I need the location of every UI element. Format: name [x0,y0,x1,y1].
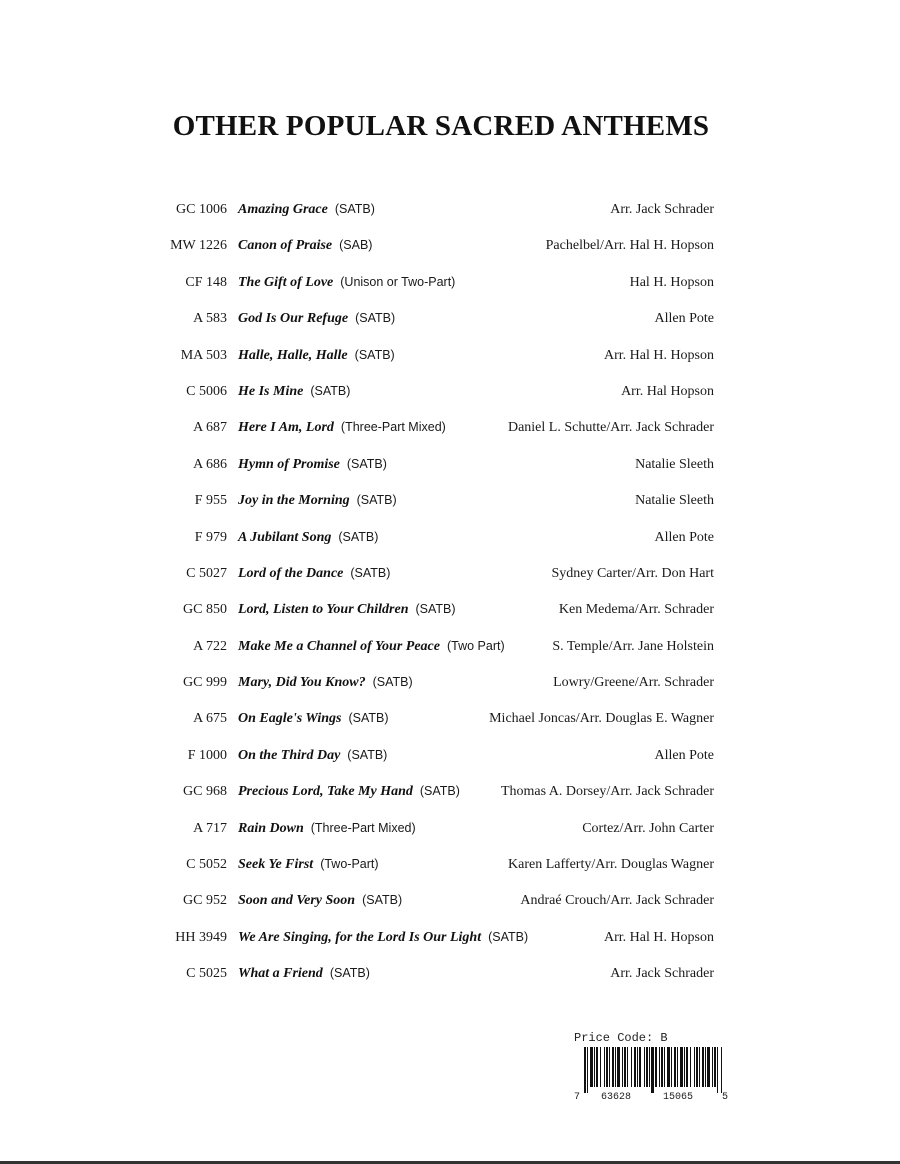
barcode-bar [600,1047,601,1087]
voicing: (SATB) [354,347,395,362]
composer-arranger: S. Temple/Arr. Jane Holstein [552,638,714,654]
anthem-title: A Jubilant Song [238,529,332,545]
anthem-title: On Eagle's Wings [238,711,342,727]
anthem-row [0,596,900,632]
composer-arranger: Sydney Carter/Arr. Don Hart [551,565,714,581]
catalog-code: GC 1006 [176,202,227,217]
anthem-title: Make Me a Channel of Your Peace [238,638,440,654]
anthem-title: The Gift of Love [238,274,334,290]
barcode-bar [634,1047,636,1087]
anthem-title: Soon and Very Soon [238,893,356,909]
anthem-row [0,378,900,414]
title-and-voicing [238,530,378,546]
barcode-bar [696,1047,698,1087]
catalog-code: C 5027 [186,565,227,581]
barcode-bar [596,1047,598,1087]
catalog-code: HH 3949 [175,929,227,945]
catalog-code: A 722 [193,638,227,654]
barcode-bar [694,1047,695,1087]
voicing: (SATB) [372,675,413,690]
voicing: (SATB) [347,747,388,762]
anthem-row [0,924,900,960]
anthem-row [0,560,900,596]
barcode-bar [714,1047,716,1087]
barcode-bar [649,1047,650,1087]
title-and-voicing [238,821,416,837]
barcode-check-digit: 5 [722,1092,729,1103]
barcode-bar [617,1047,620,1087]
title-and-voicing [238,457,387,473]
voicing: (SAB) [339,238,373,253]
catalog-code: A 583 [193,311,227,327]
barcode [572,1045,732,1103]
voicing: (Three-Part Mixed) [310,820,416,835]
barcode-bar [674,1047,676,1087]
catalog-code: C 5006 [186,383,227,399]
composer-arranger: Arr. Jack Schrader [610,966,714,982]
anthem-row [0,414,900,450]
catalog-code: A 675 [193,711,227,727]
catalog-code: A 717 [193,820,227,836]
anthem-title: Rain Down [238,820,304,836]
voicing: (SATB) [329,966,370,981]
barcode-bar [667,1047,670,1087]
voicing: (SATB) [348,711,389,726]
anthem-row [0,232,900,268]
title-and-voicing [238,311,395,327]
composer-arranger: Natalie Sleeth [635,456,714,472]
barcode-bar [639,1047,641,1087]
title-and-voicing [238,930,528,946]
voicing: (Three-Part Mixed) [340,420,446,435]
catalog-code: MW 1226 [170,238,227,254]
anthem-title: He Is Mine [238,383,304,399]
barcode-left-digits: 63628 [600,1092,632,1103]
title-and-voicing [238,675,413,691]
catalog-code: GC 999 [183,675,227,691]
title-and-voicing [238,238,372,254]
anthem-row [0,851,900,887]
composer-arranger: Pachelbel/Arr. Hal H. Hopson [545,238,714,254]
barcode-first-digit: 7 [574,1092,581,1103]
title-and-voicing [238,202,375,218]
title-and-voicing [238,493,397,509]
voicing: (Two-Part) [320,857,379,872]
barcode-right-digits: 15065 [662,1092,694,1103]
barcode-bar [644,1047,645,1087]
title-and-voicing [238,566,390,582]
anthem-row [0,887,900,923]
anthem-title: Halle, Halle, Halle [238,347,348,363]
catalog-code: A 686 [193,456,227,472]
title-and-voicing [238,384,350,400]
barcode-bar [604,1047,605,1087]
anthem-title: Here I Am, Lord [238,420,334,436]
barcode-bar [686,1047,688,1087]
composer-arranger: Allen Pote [654,747,714,763]
title-and-voicing [238,639,505,655]
anthem-row [0,342,900,378]
catalog-code: C 5052 [186,857,227,873]
anthem-title: Precious Lord, Take My Hand [238,784,413,800]
barcode-bar [612,1047,614,1087]
catalog-code: A 687 [193,420,227,436]
voicing: (SATB) [310,383,351,398]
barcode-bar [717,1047,718,1093]
barcode-bar [587,1047,588,1093]
barcode-bar [702,1047,704,1087]
barcode-bar [651,1047,654,1093]
barcode-bar [615,1047,616,1087]
catalog-code: C 5025 [186,966,227,982]
barcode-bar [655,1047,657,1087]
title-and-voicing [238,748,387,764]
voicing: (Unison or Two-Part) [340,274,456,289]
composer-arranger: Hal H. Hopson [629,274,714,290]
anthem-row [0,669,900,705]
anthem-title: What a Friend [238,966,323,982]
anthem-catalog [0,196,900,997]
voicing: (SATB) [355,311,396,326]
voicing: (SATB) [346,456,387,471]
barcode-bar [690,1047,691,1087]
title-and-voicing [238,275,455,291]
voicing: (SATB) [415,602,456,617]
price-code: Price Code: B [574,1031,668,1045]
title-and-voicing [238,711,389,727]
barcode-bar [707,1047,710,1087]
barcode-bar [594,1047,595,1087]
barcode-bar [637,1047,638,1087]
anthem-row [0,633,900,669]
anthem-title: God Is Our Refuge [238,311,349,327]
anthem-title: Hymn of Promise [238,456,340,472]
composer-arranger: Arr. Hal H. Hopson [603,347,714,363]
composer-arranger: Daniel L. Schutte/Arr. Jack Schrader [507,420,714,436]
title-and-voicing [238,784,460,800]
catalog-code: MA 503 [180,347,227,363]
barcode-bar [680,1047,683,1087]
anthem-row [0,960,900,996]
barcode-bar [671,1047,672,1087]
anthem-title: Lord, Listen to Your Children [238,602,409,618]
voicing: (SATB) [350,565,391,580]
voicing: (SATB) [488,929,529,944]
anthem-row [0,305,900,341]
title-and-voicing [238,602,456,618]
barcode-bar [606,1047,608,1087]
anthem-row [0,742,900,778]
anthem-row [0,524,900,560]
anthem-row [0,778,900,814]
catalog-code: GC 952 [183,893,227,909]
barcode-bar [584,1047,586,1093]
catalog-code: GC 850 [183,602,227,618]
anthem-title: Lord of the Dance [238,565,344,581]
barcode-bar [624,1047,626,1087]
anthem-title: Mary, Did You Know? [238,675,366,691]
barcode-bar [659,1047,660,1087]
barcode-bar [646,1047,648,1087]
anthem-row [0,487,900,523]
composer-arranger: Allen Pote [654,311,714,327]
voicing: (SATB) [419,784,460,799]
anthem-title: We Are Singing, for the Lord Is Our Light [238,929,482,945]
barcode-bar [705,1047,706,1087]
anthem-title: Seek Ye First [238,857,314,873]
composer-arranger: Allen Pote [654,529,714,545]
barcode-bar [684,1047,685,1087]
title-and-voicing [238,420,446,436]
barcode-bar [631,1047,632,1087]
anthem-row [0,196,900,232]
barcode-bar [590,1047,593,1087]
anthem-title: Amazing Grace [238,202,328,217]
page-title: OTHER POPULAR SACRED ANTHEMS [172,110,710,142]
composer-arranger: Michael Joncas/Arr. Douglas E. Wagner [489,711,714,727]
anthem-title: Joy in the Morning [238,493,350,509]
voicing: (SATB) [356,493,397,508]
barcode-bar [677,1047,678,1087]
voicing: (Two Part) [446,638,505,653]
voicing: (SATB) [334,202,375,216]
barcode-bar [721,1047,722,1093]
barcode-bar [661,1047,663,1087]
catalog-code: F 1000 [187,747,227,763]
composer-arranger: Karen Lafferty/Arr. Douglas Wagner [508,857,714,873]
voicing: (SATB) [338,529,379,544]
composer-arranger: Arr. Hal H. Hopson [603,929,714,945]
composer-arranger: Andraé Crouch/Arr. Jack Schrader [520,893,714,909]
catalog-code: CF 148 [185,274,227,290]
barcode-bar [712,1047,713,1087]
composer-arranger: Natalie Sleeth [635,493,714,509]
anthem-row [0,705,900,741]
composer-arranger: Cortez/Arr. John Carter [582,820,714,836]
barcode-bar [699,1047,700,1087]
voicing: (SATB) [362,893,403,908]
anthem-row [0,815,900,851]
composer-arranger: Lowry/Greene/Arr. Schrader [553,675,714,691]
catalog-code: F 979 [194,529,227,545]
barcode-bar [609,1047,610,1087]
anthem-row [0,451,900,487]
composer-arranger: Arr. Jack Schrader [610,202,714,217]
catalog-code: F 955 [194,493,227,509]
barcode-bar [622,1047,623,1087]
barcode-bar [664,1047,665,1087]
anthem-title: Canon of Praise [238,238,333,254]
barcode-bar [627,1047,628,1087]
catalog-code: GC 968 [183,784,227,800]
title-and-voicing [238,966,370,982]
composer-arranger: Arr. Hal Hopson [621,383,714,399]
composer-arranger: Thomas A. Dorsey/Arr. Jack Schrader [500,784,714,800]
composer-arranger: Ken Medema/Arr. Schrader [558,602,714,618]
anthem-row [0,269,900,305]
title-and-voicing [238,857,379,873]
title-and-voicing [238,893,402,909]
barcode-bars [584,1047,722,1093]
anthem-title: On the Third Day [238,747,341,763]
title-and-voicing [238,348,395,364]
